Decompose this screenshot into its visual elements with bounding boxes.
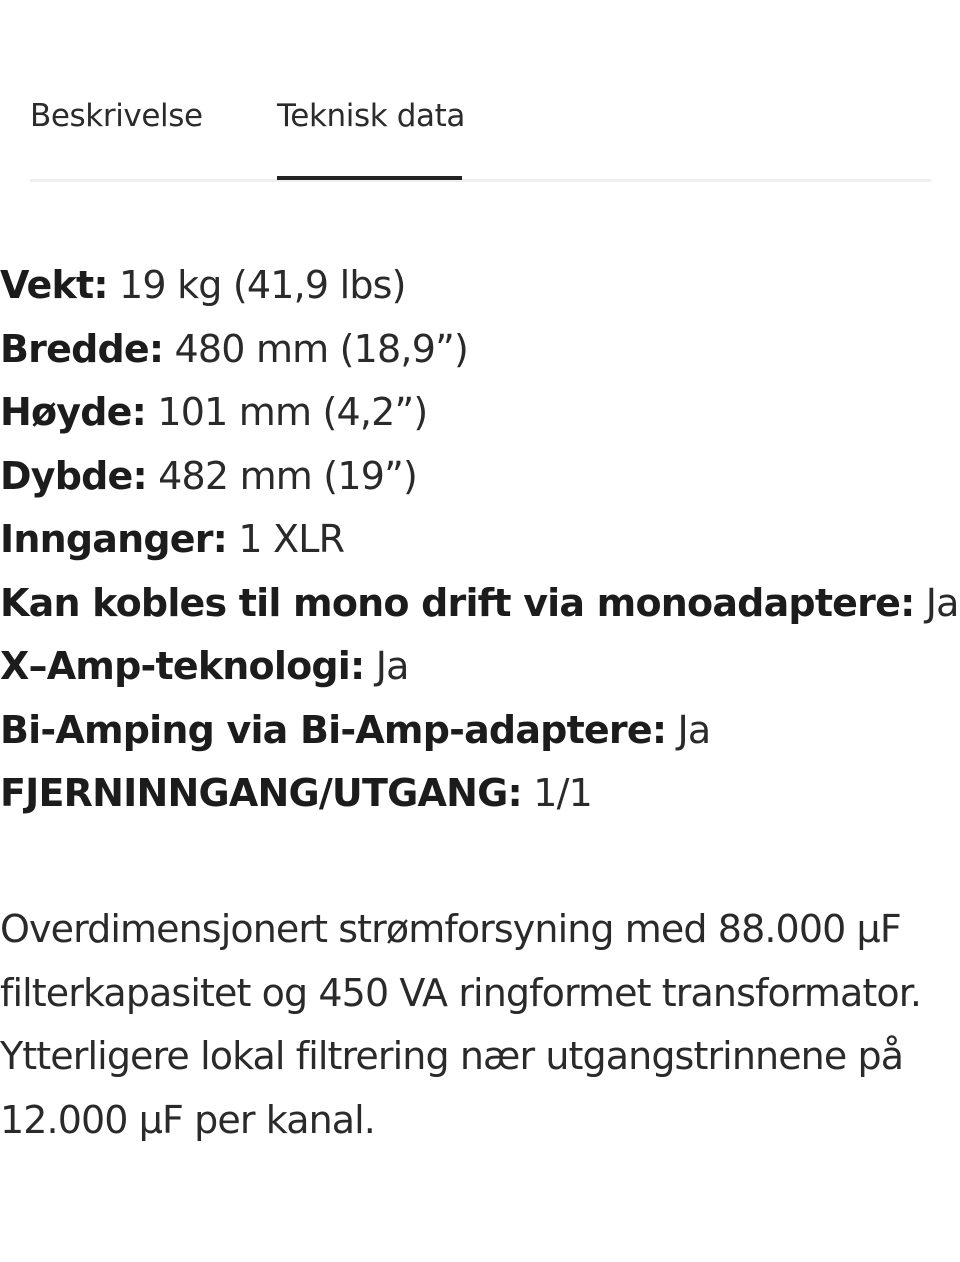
spec-value: Ja: [375, 644, 409, 688]
tab-bar: [30, 0, 931, 182]
spec-label: Bredde:: [0, 326, 164, 371]
spec-item: [0, 699, 959, 763]
spec-label: Bi-Amping via Bi-Amp-adaptere:: [0, 707, 667, 752]
product-description: [0, 898, 940, 1152]
spec-value: 482 mm (19”): [158, 453, 417, 498]
spec-item: [0, 572, 959, 636]
spec-value: 1 XLR: [238, 517, 345, 561]
spec-value: Ja: [677, 707, 711, 752]
spec-item: [0, 381, 959, 445]
spec-item: [0, 445, 959, 509]
spec-item: [0, 635, 959, 699]
spec-value: 101 mm (4,2”): [157, 390, 428, 434]
tab-teknisk-data[interactable]: Teknisk data: [277, 98, 465, 134]
spec-item: [0, 254, 959, 318]
description-line: Overdimensjonert strømforsyning med 88.000 µF: [0, 907, 901, 951]
spec-item: [0, 318, 959, 382]
spec-item: [0, 508, 959, 572]
spec-value: 480 mm (18,9”): [174, 326, 468, 371]
spec-label: Innganger:: [0, 517, 228, 561]
spec-item: [0, 762, 959, 826]
spec-value: 1/1: [533, 771, 592, 815]
spec-label: Kan kobles til mono drift via monoadaptere:: [0, 580, 915, 625]
tab-beskrivelse[interactable]: Beskrivelse: [30, 98, 203, 134]
spec-label: Vekt:: [0, 263, 108, 307]
spec-value: 19 kg (41,9 lbs): [119, 263, 406, 307]
spec-label: X–Amp-teknologi:: [0, 644, 365, 688]
spec-list: [0, 254, 959, 826]
active-tab-indicator: [277, 176, 462, 180]
spec-label: FJERNINNGANG/UTGANG:: [0, 771, 522, 815]
description-line: Ytterligere lokal filtrering nær utgangstrinnene på: [0, 1034, 904, 1078]
description-line: filterkapasitet og 450 VA ringformet transformator.: [0, 970, 922, 1015]
description-line: 12.000 µF per kanal.: [0, 1097, 375, 1142]
spec-label: Dybde:: [0, 453, 147, 498]
spec-label: Høyde:: [0, 390, 147, 434]
spec-value: Ja: [925, 580, 959, 625]
